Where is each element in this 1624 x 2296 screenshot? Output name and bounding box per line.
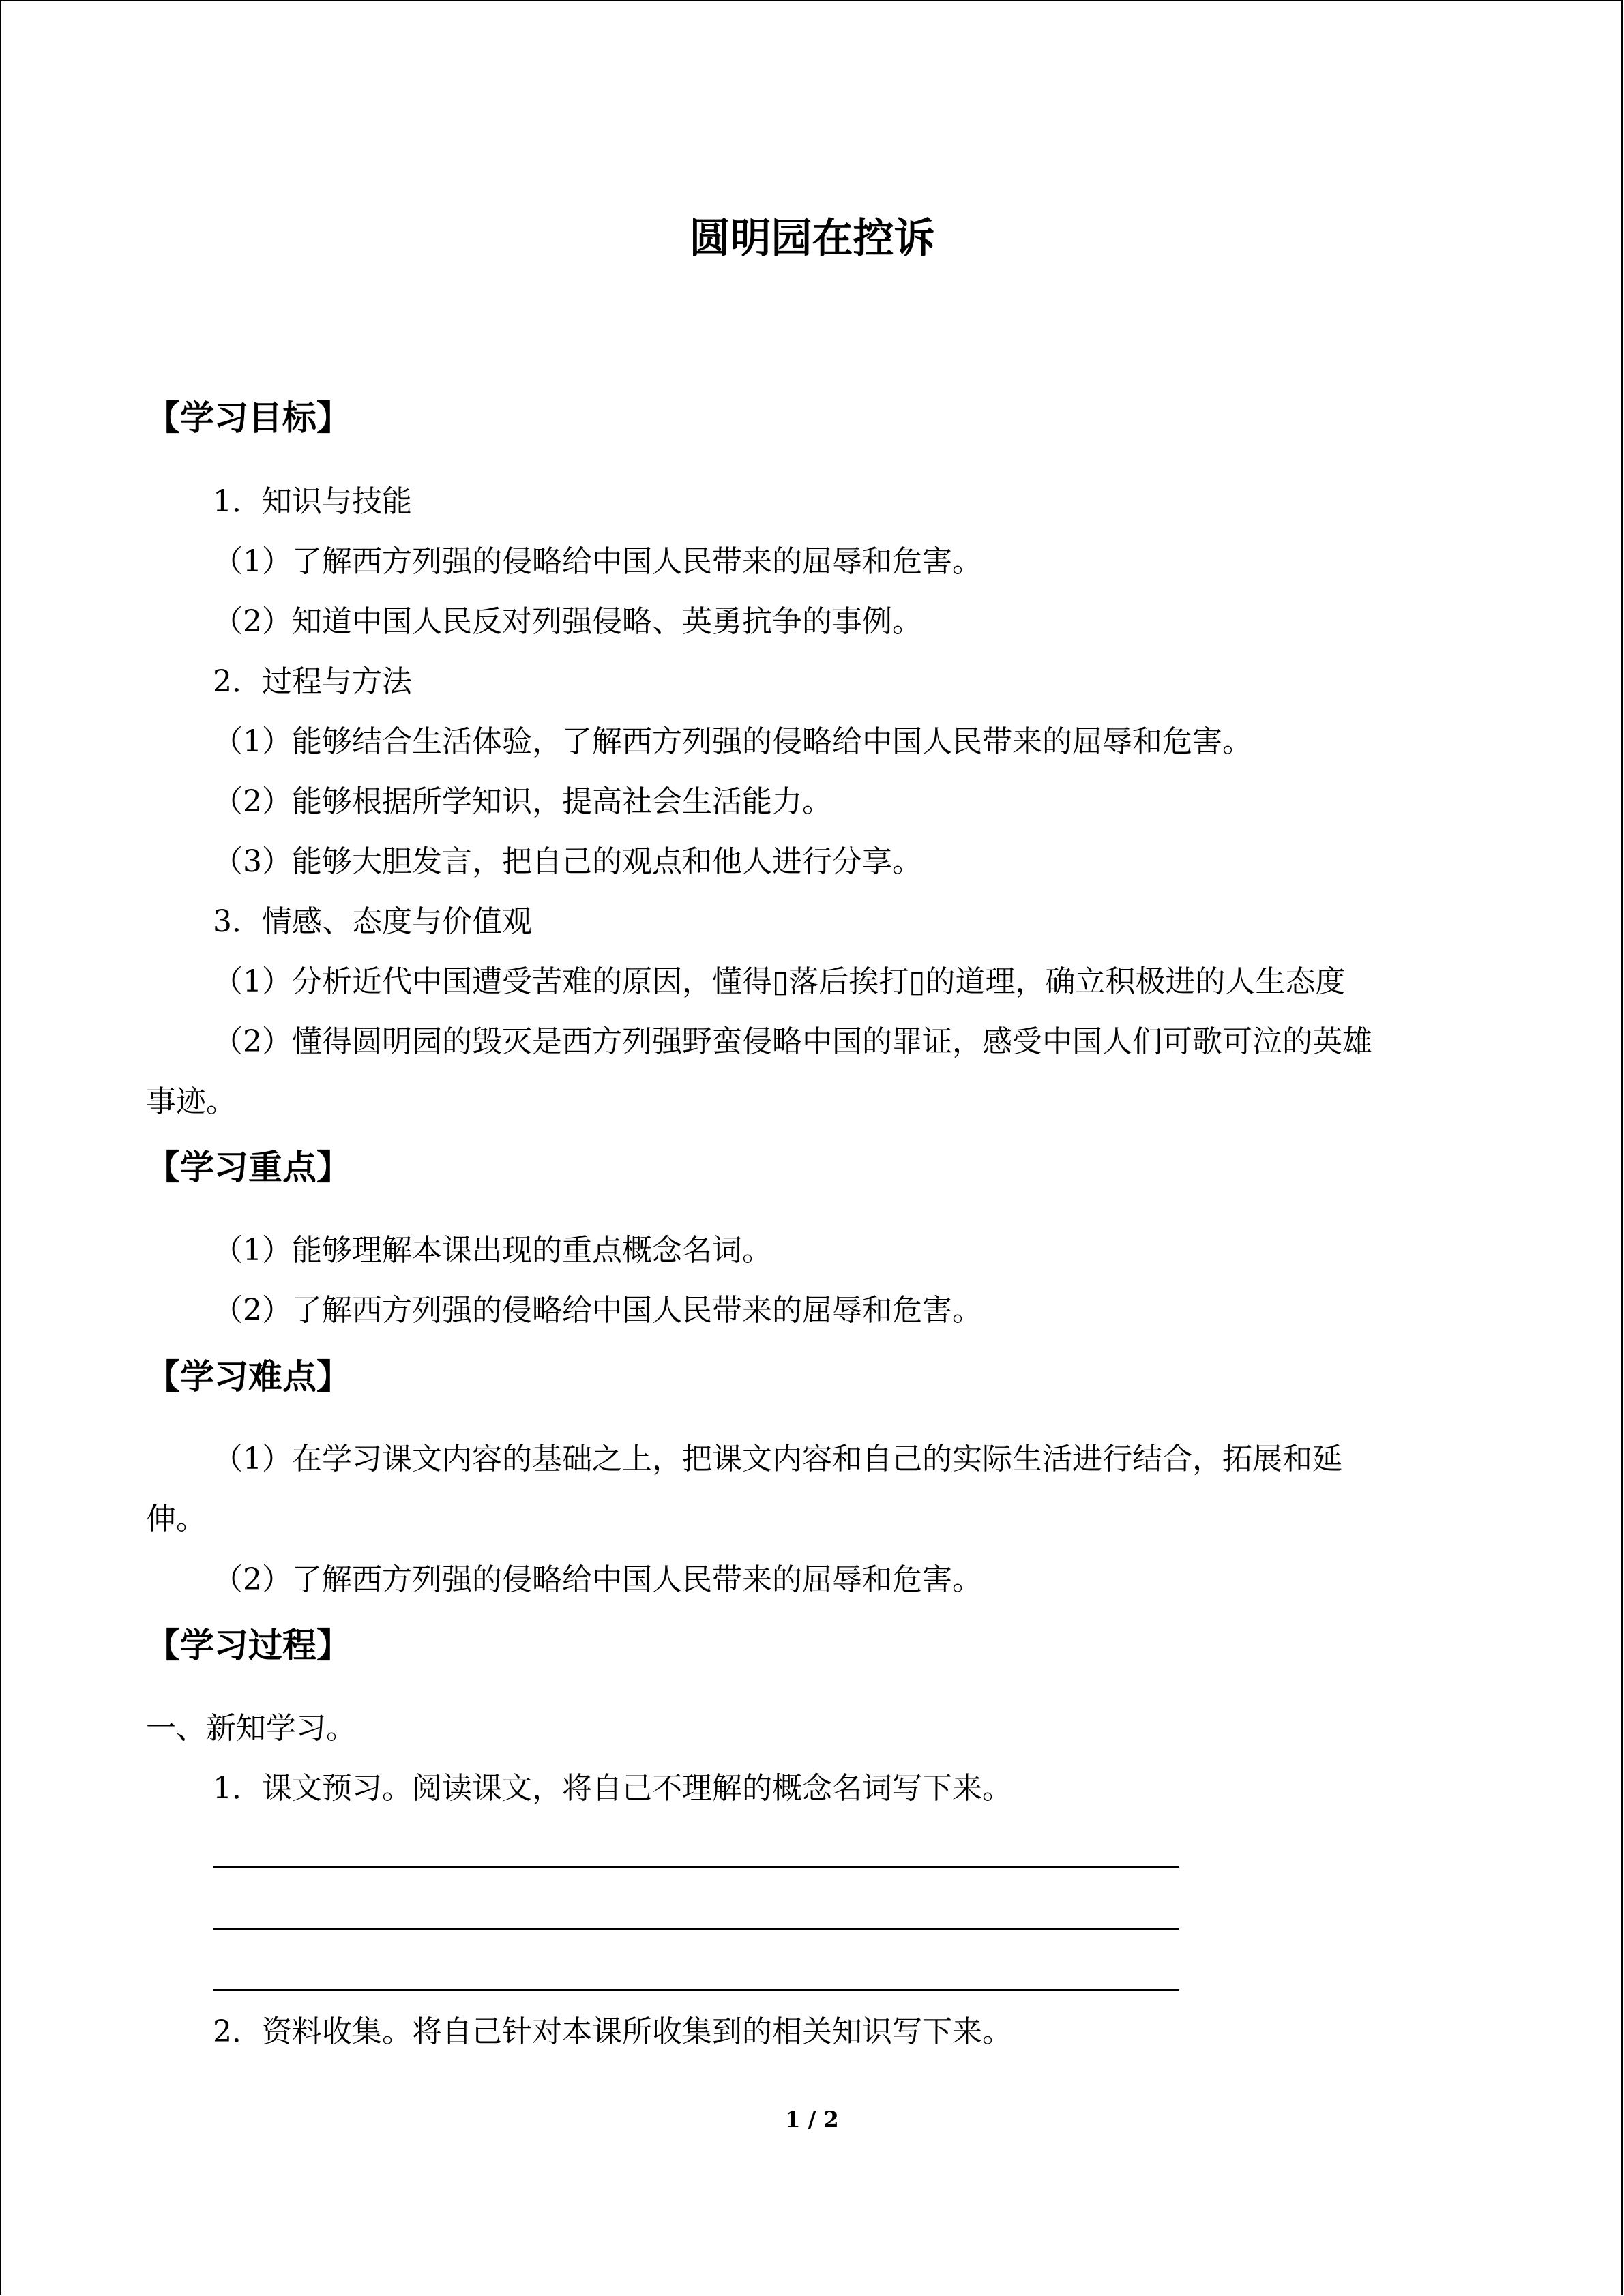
process-step-heading: 一、新知学习。 xyxy=(146,1711,356,1746)
process-task: 2．资料收集。将自己针对本课所收集到的相关知识写下来。 xyxy=(213,2014,1012,2049)
section-heading-process: 【学习过程】 xyxy=(146,1625,351,1665)
difficulty-item: （2）了解西方列强的侵略给中国人民带来的屈辱和危害。 xyxy=(213,1562,982,1597)
objective-item: 1．知识与技能 xyxy=(213,484,412,519)
process-task: 1．课文预习。阅读课文，将自己不理解的概念名词写下来。 xyxy=(213,1771,1012,1806)
objective-item: （2）能够根据所学知识，提高社会生活能力。 xyxy=(213,784,832,819)
objective-item: （2）知道中国人民反对列强侵略、英勇抗争的事例。 xyxy=(213,604,922,639)
key-point-item: （2）了解西方列强的侵略给中国人民带来的屈辱和危害。 xyxy=(213,1293,982,1328)
key-point-item: （1）能够理解本课出现的重点概念名词。 xyxy=(213,1233,772,1268)
page-number: 1 / 2 xyxy=(785,2106,839,2132)
objective-item: （1）分析近代中国遭受苦难的原因，懂得▯落后挨打▯的道理，确立积极进的人生态度 xyxy=(213,964,1346,999)
objective-item: （2）懂得圆明园的毁灭是西方列强野蛮侵略中国的罪证，感受中国人们可歌可泣的英雄 xyxy=(213,1024,1372,1059)
objective-item: 2．过程与方法 xyxy=(213,664,412,699)
objective-item: （3）能够大胆发言，把自己的观点和他人进行分享。 xyxy=(213,844,922,879)
section-heading-objectives: 【学习目标】 xyxy=(146,398,351,438)
document-title: 圆明园在控诉 xyxy=(689,215,935,263)
answer-line[interactable] xyxy=(213,1989,1179,1991)
objective-item: （1）了解西方列强的侵略给中国人民带来的屈辱和危害。 xyxy=(213,544,982,579)
section-heading-key-points: 【学习重点】 xyxy=(146,1147,351,1187)
answer-line[interactable] xyxy=(213,1866,1179,1868)
difficulty-item-continuation: 伸。 xyxy=(146,1502,206,1536)
objective-item: 3．情感、态度与价值观 xyxy=(213,904,532,939)
difficulty-item: （1）在学习课文内容的基础之上，把课文内容和自己的实际生活进行结合，拓展和延 xyxy=(213,1442,1342,1476)
objective-item: （1）能够结合生活体验，了解西方列强的侵略给中国人民带来的屈辱和危害。 xyxy=(213,724,1252,759)
objective-item-continuation: 事迹。 xyxy=(146,1084,236,1119)
answer-line[interactable] xyxy=(213,1928,1179,1930)
section-heading-difficulties: 【学习难点】 xyxy=(146,1356,351,1397)
